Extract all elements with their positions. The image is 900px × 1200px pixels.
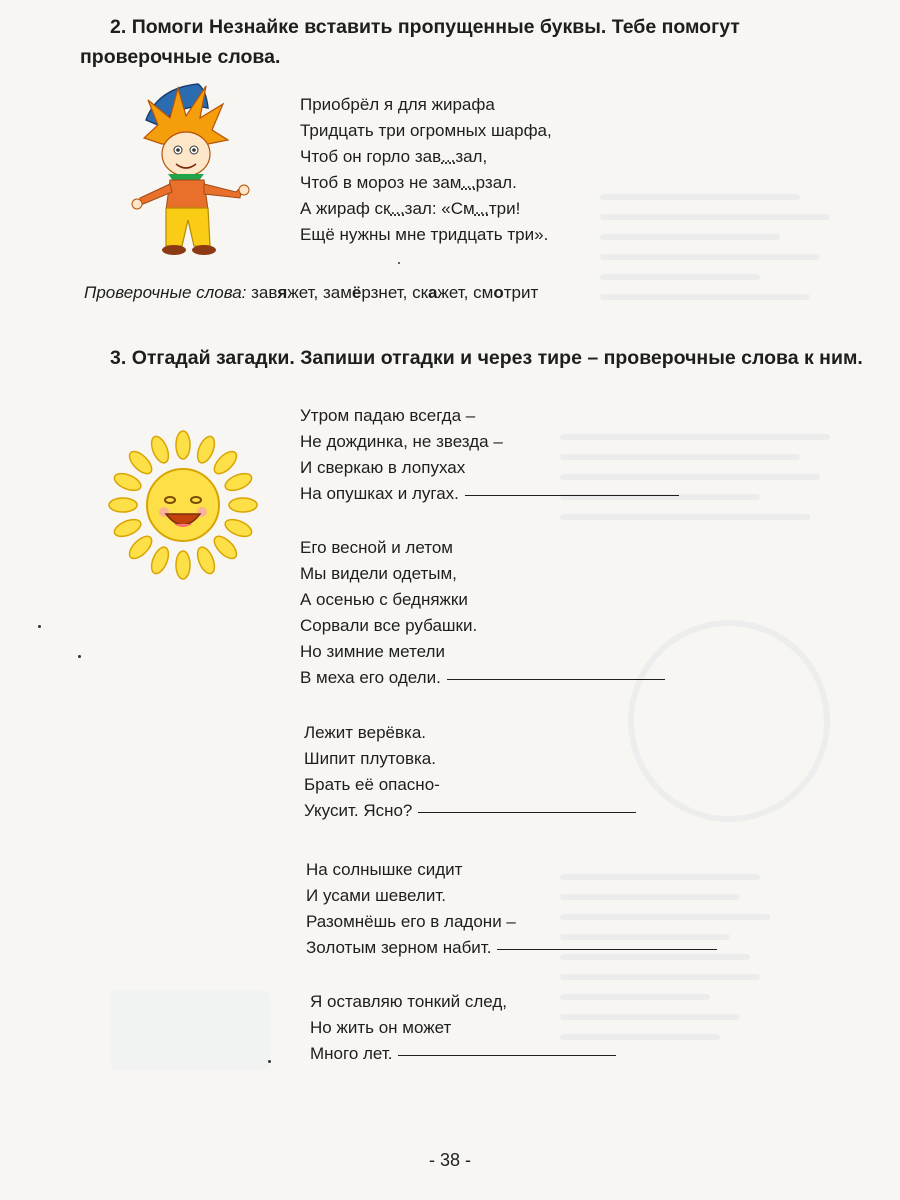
riddle-line [300,613,665,639]
riddle-text: В меха его одели. [300,668,441,687]
riddle-text: Мы видели одетым, [300,564,457,583]
sun-illustration [104,424,262,586]
riddle-line [306,909,717,935]
riddle-line [300,455,679,481]
sun-ray [176,431,190,459]
riddle-line [306,883,717,909]
check-words-hint [84,280,538,306]
bleed-through-shape [110,990,270,1070]
task2-heading [80,12,870,72]
sun-ray [112,470,143,494]
riddle-5 [310,989,616,1067]
answer-blank[interactable] [447,678,665,680]
riddle-line [306,935,717,961]
riddle-line [310,989,616,1015]
sun-ray [148,545,172,576]
poem-text: Приобрёл я для жирафа [300,95,495,114]
sun-ray [229,498,257,512]
scan-speck [78,655,81,658]
poem-text: Тридцать три огромных шарфа, [300,121,552,140]
missing-letter-gap[interactable]: ... [474,199,489,218]
answer-blank[interactable] [418,811,636,813]
check-word: скажет [412,283,464,302]
poem-line [300,92,552,118]
poem-line [300,196,552,222]
check-word: замёрзнет [322,283,403,302]
answer-blank[interactable] [465,494,679,496]
sun-ray [126,533,156,563]
riddle-text: Много лет. [310,1044,393,1063]
riddle-text: Я оставляю тонкий след, [310,992,507,1011]
poem-text: А жираф ск [300,199,391,218]
riddle-line [300,587,665,613]
poem-text: три! [488,199,521,218]
riddle-text: Шипит плутовка. [304,749,436,768]
riddle-1 [300,403,679,507]
riddle-text: Его весной и летом [300,538,453,557]
sun-ray [126,448,156,478]
riddle-line [300,665,665,691]
check-word: завяжет [251,283,314,302]
riddle-line [304,772,636,798]
riddle-text: Разомнёшь его в ладони – [306,912,516,931]
riddle-4 [306,857,717,961]
riddle-3 [304,720,636,824]
sun-ray [112,516,143,540]
riddle-text: А осенью с бедняжки [300,590,468,609]
poem-text: зал: «См [404,199,475,218]
riddle-line [300,639,665,665]
riddle-text: Не дождинка, не звезда – [300,432,503,451]
task2-poem [300,92,552,248]
missing-letter-gap[interactable]: ... [461,173,476,192]
riddle-line [300,429,679,455]
riddle-text: Золотым зерном набит. [306,938,492,957]
sun-ray [211,533,241,563]
answer-blank[interactable] [497,948,717,950]
poem-text: рзал. [475,173,517,192]
missing-letter-gap[interactable]: ... [441,147,456,166]
riddle-line [304,746,636,772]
poem-text: Чтоб в мороз не зам [300,173,462,192]
scan-speck [398,262,400,264]
answer-blank[interactable] [398,1054,616,1056]
sun-ray [148,434,172,465]
poem-line [300,118,552,144]
task2-title: Помоги Незнайке вставить пропущенные буквы. Тебе помогут проверочные слова. [80,16,740,68]
riddle-text: Брать её опасно- [304,775,440,794]
poem-line [300,144,552,170]
sun-ray [211,448,241,478]
check-words-label: Проверочные слова: [84,283,247,302]
poem-line [300,170,552,196]
riddle-line [306,857,717,883]
poem-text: зал, [455,147,488,166]
riddle-line [300,535,665,561]
sun-ray [223,470,254,494]
poem-line [300,222,552,248]
scan-speck [268,1060,271,1063]
riddle-text: Но зимние метели [300,642,445,661]
riddle-2 [300,535,665,691]
riddle-text: Утром падаю всегда – [300,406,476,425]
page-number: - 38 - [428,1150,471,1170]
task3-number: 3. [110,347,127,369]
riddle-line [310,1015,616,1041]
riddle-text: И сверкаю в лопухах [300,458,466,477]
sun-ray [109,498,137,512]
poem-text: Чтоб он горло зав [300,147,442,166]
task2-number: 2. [110,16,127,38]
riddle-text: И усами шевелит. [306,886,446,905]
riddle-text: На солнышке сидит [306,860,463,879]
missing-letter-gap[interactable]: ... [390,199,405,218]
riddle-line [300,481,679,507]
check-word: смотрит [473,283,539,302]
task3-title: Отгадай загадки. Запиши отгадки и через тире – проверочные слова к ним. [131,347,863,369]
sun-ray [194,434,218,465]
sun-ray [194,545,218,576]
riddle-line [304,720,636,746]
riddle-text: Лежит верёвка. [304,723,427,742]
scan-speck [38,625,41,628]
riddle-line [300,561,665,587]
riddle-line [304,798,636,824]
check-words-list: завяжет, замёрзнет, скажет, смотрит [251,283,539,302]
sun-ray [176,551,190,579]
riddle-text: Укусит. Ясно? [304,801,413,820]
riddle-line [310,1041,616,1067]
neznayka-illustration [128,80,253,260]
poem-text: Ещё нужны мне тридцать три». [300,225,549,244]
riddle-text: На опушках и лугах. [300,484,459,503]
riddle-text: Но жить он может [310,1018,452,1037]
riddle-text: Сорвали все рубашки. [300,616,478,635]
bleed-through-text [600,180,840,314]
sun-ray [223,516,254,540]
task3-heading [80,343,870,373]
riddle-line [300,403,679,429]
